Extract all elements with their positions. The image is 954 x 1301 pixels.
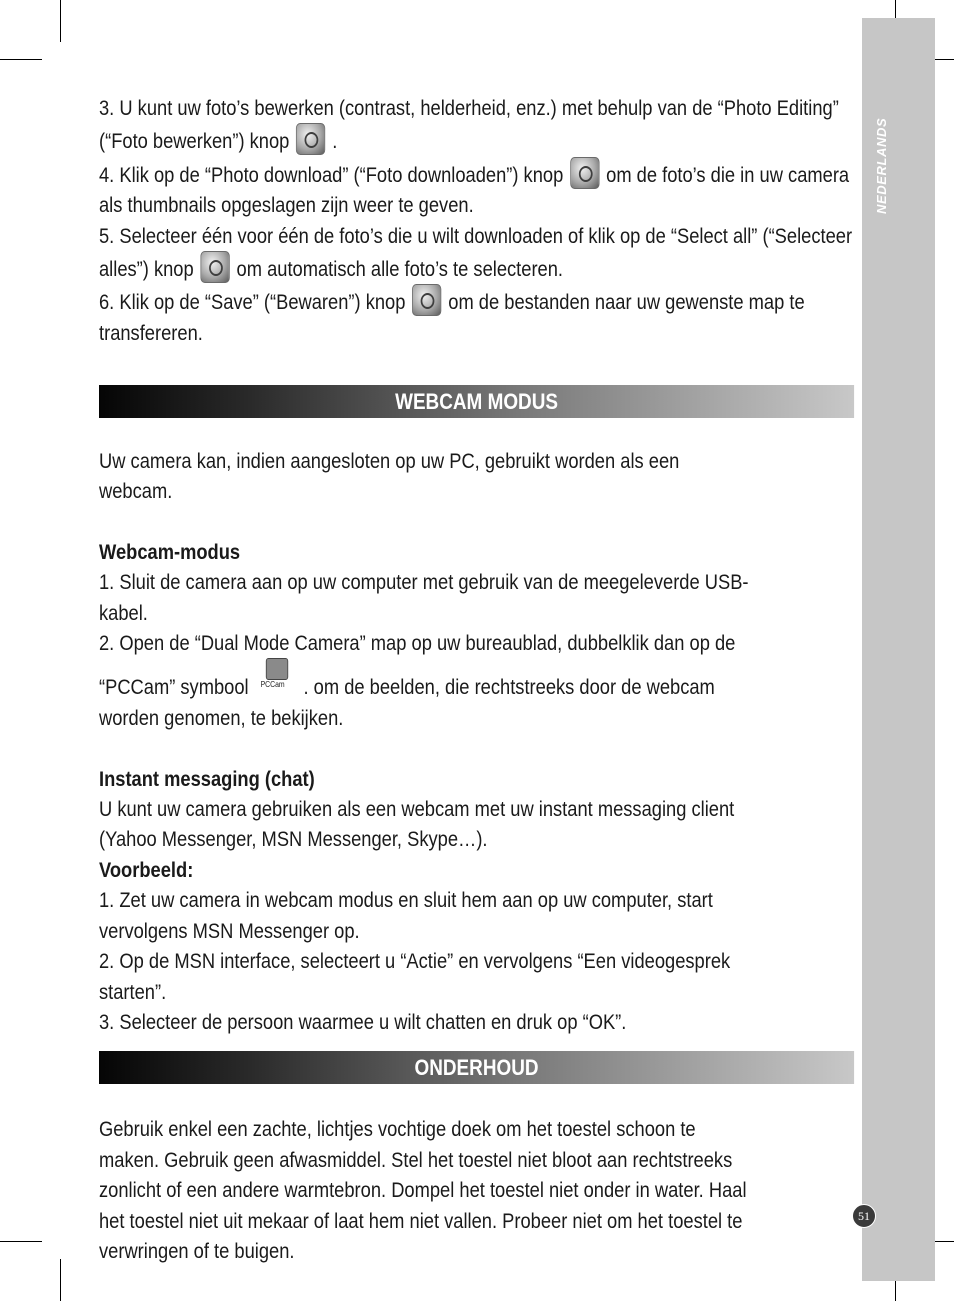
webcam-step-1: 1. Sluit de camera aan op uw computer met gebruik van de meegeleverde USB-kabel. <box>99 570 749 625</box>
webcam-step-2-text: 2. Open de “Dual Mode Camera” map op uw bureaublad, dubbelklik dan op de “PCCam” symbool <box>99 631 736 700</box>
step-4-tail: om de foto’s die in uw camera als thumbnails opgeslagen zijn weer te geven. <box>99 162 850 218</box>
step-3 <box>99 93 858 157</box>
crop-mark <box>0 59 42 60</box>
chat-title-text: Instant messaging (chat) <box>99 766 315 791</box>
step-4-text: 4. Klik op de “Photo download” (“Foto downloaden”) knop <box>99 162 564 187</box>
crop-mark <box>60 0 61 42</box>
example-title <box>99 855 751 885</box>
pccam-caption: PCCam <box>260 680 285 690</box>
save-icon <box>412 284 441 316</box>
photo-editing-icon <box>296 123 325 155</box>
step-4 <box>99 157 858 221</box>
webcam-intro: Uw camera kan, indien aangesloten op uw PC, gebruikt worden als een webcam. <box>99 448 680 504</box>
example-step-2: 2. Op de MSN interface, selecteert u “Actie” en vervolgens “Een videogesprek starten”. <box>99 949 731 1004</box>
webcam-mode-title <box>99 537 751 567</box>
chat-text: U kunt uw camera gebruiken als een webcam met uw instant messaging client (Yahoo Messenger, MSN Messenger, Skype…). <box>99 797 735 852</box>
webcam-step-2 <box>99 628 751 733</box>
example-step-3: 3. Selecteer de persoon waarmee u wilt chatten en druk op “OK”. <box>99 1009 627 1034</box>
crop-mark <box>60 1259 61 1301</box>
chat-title <box>99 764 751 794</box>
webcam-mode-title-text: Webcam-modus <box>99 539 241 564</box>
maintenance-heading: ONDERHOUD <box>99 1051 854 1084</box>
step-5 <box>99 221 858 285</box>
step-6-text: 6. Klik op de “Save” (“Bewaren”) knop <box>99 290 406 315</box>
webcam-step-2-tail: . om de beelden, die rechtstreeks door de webcam worden genomen, te bekijken. <box>99 675 715 730</box>
example-step-1: 1. Zet uw camera in webcam modus en sluit hem aan op uw computer, start vervolgens MSN Messenger op. <box>99 888 713 943</box>
step-6 <box>99 284 858 348</box>
language-sidebar <box>862 18 935 1281</box>
step-3-text: 3. U kunt uw foto’s bewerken (contrast, helderheid, enz.) met behulp van de “Photo Editing” (“Foto bewerken”) knop <box>99 96 839 154</box>
step-6-tail: om de bestanden naar uw gewenste map te transfereren. <box>99 290 805 345</box>
crop-mark <box>0 1241 42 1242</box>
step-5-tail: om automatisch alle foto’s te selecteren. <box>236 257 564 282</box>
page-content <box>99 93 853 1266</box>
select-all-icon <box>200 251 229 283</box>
pccam-icon <box>259 658 293 698</box>
webcam-heading: WEBCAM MODUS <box>99 385 854 418</box>
step-5-text: 5. Selecteer één voor één de foto’s die u wilt downloaden of klik op de “Select all” (“Selecteer alles”) knop <box>99 223 853 282</box>
example-title-text: Voorbeeld: <box>99 857 194 882</box>
page-number: 51 <box>852 1204 876 1228</box>
step-3-tail: . <box>332 129 338 154</box>
photo-download-icon <box>570 157 599 189</box>
language-label: NEDERLANDS <box>874 117 889 214</box>
maintenance-text: Gebruik enkel een zachte, lichtjes vochtige doek om het toestel schoon te maken. Gebruik geen afwasmiddel. Stel het toestel niet bloot aan rechtstreeks zonlicht of een andere warmtebron. Dompel het toestel niet onder in water. Haal het toestel niet uit mekaar of laat hem niet vallen. Probeer niet om het toestel te verwringen of te buigen. <box>99 1117 747 1263</box>
